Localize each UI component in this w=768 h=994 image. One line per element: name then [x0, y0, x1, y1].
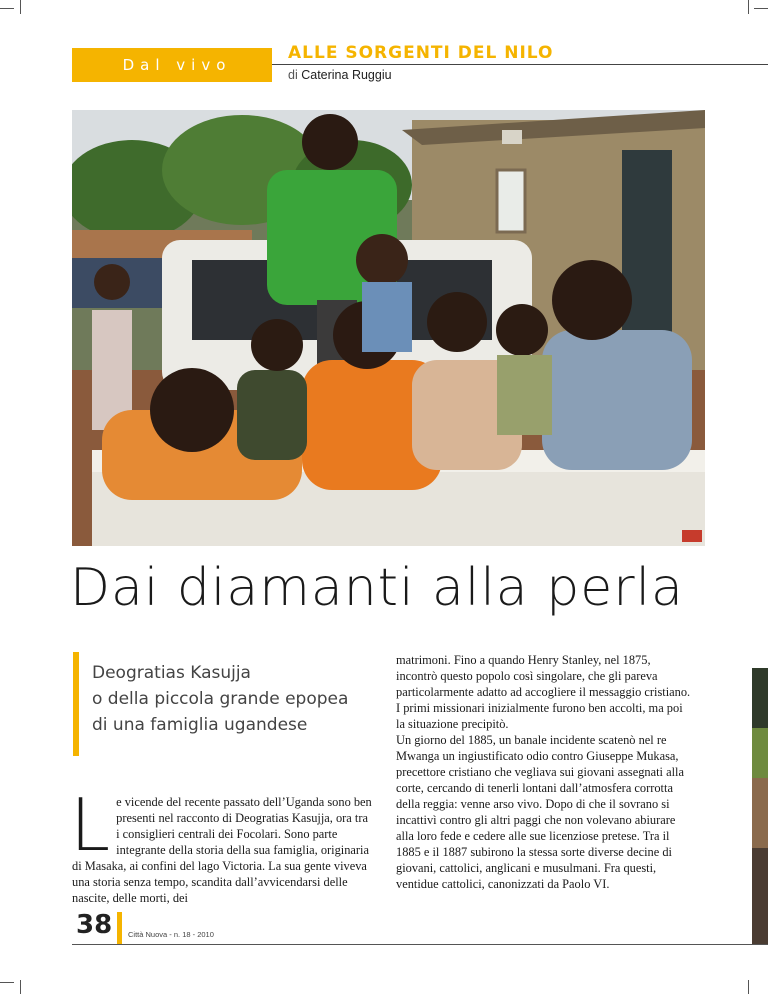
section-tag: Dal vivo — [72, 48, 272, 82]
body-paragraph: Un giorno del 1885, un banale incidente scatenò nel re Mwanga un ingiustificato odio contro Giuseppe Mukasa, precettore cristiano che vegliava sui giovani assegnati alla corte, cercando di tenerli lontani dall’atmosfera corrotta della reggia: venne arso vivo. Dopo di che il sovrano si incattivì contro gli altri paggi che non volevano abiurare alla loro fede e cedere alle sue licenziose pretese. Tra il 1885 e il 1887 subirono la stessa sorte diverse decine di giovani, cattolici, anglicani e musulmani. Fra questi, ventidue cattolici, canonizzati da Paolo VI. — [396, 733, 684, 891]
body-column-right — [396, 652, 692, 892]
page-number: 38 — [76, 910, 113, 940]
article-subtitle — [92, 660, 382, 738]
subtitle-line: di una famiglia ugandese — [92, 715, 308, 735]
byline — [288, 68, 392, 82]
author-name: Caterina Ruggiu — [301, 68, 392, 82]
adjacent-page-photo-strip — [752, 668, 768, 944]
subtitle-accent-bar — [73, 652, 79, 756]
article-photo — [72, 110, 705, 546]
body-column-left — [70, 783, 374, 906]
crop-mark — [0, 982, 14, 983]
header-title: ALLE SORGENTI DEL NILO — [288, 43, 554, 63]
article-title: Dai diamanti alla perla — [70, 558, 684, 618]
crop-mark — [754, 8, 768, 9]
byline-prefix: di — [288, 68, 298, 82]
drop-cap: L — [70, 783, 111, 867]
magazine-issue: Città Nuova - n. 18 - 2010 — [128, 930, 214, 939]
header-rule — [272, 64, 768, 65]
crop-mark — [20, 0, 21, 14]
crop-mark — [748, 0, 749, 14]
subtitle-line: Deogratias Kasujja — [92, 663, 251, 683]
folio-rule — [72, 944, 768, 945]
crop-mark — [20, 980, 21, 994]
folio-accent-bar — [117, 912, 122, 944]
crop-mark — [748, 980, 749, 994]
children-in-pickup-photo — [72, 110, 705, 546]
subtitle-line: o della piccola grande epopea — [92, 689, 349, 709]
crop-mark — [0, 8, 14, 9]
body-paragraph: matrimoni. Fino a quando Henry Stanley, nel 1875, incontrò questo popolo così singolare, che gli pareva particolarmente adatto ad accogliere il messaggio cristiano. I primi missionari inizialmente furono ben accolti, ma poi la situazione precipitò. — [396, 653, 691, 731]
body-text: e vicende del recente passato dell’Uganda sono ben presenti nel racconto di Deogratias Kasujja, ora tra i consiglieri centrali dei Focolari. Sono parte integrante della storia della sua famiglia, originaria di Masaka, ai confini del lago Victoria. La sua gente viveva una storia senza tempo, scandita dall’avvicendarsi delle nascite, delle morti, dei — [72, 795, 372, 905]
